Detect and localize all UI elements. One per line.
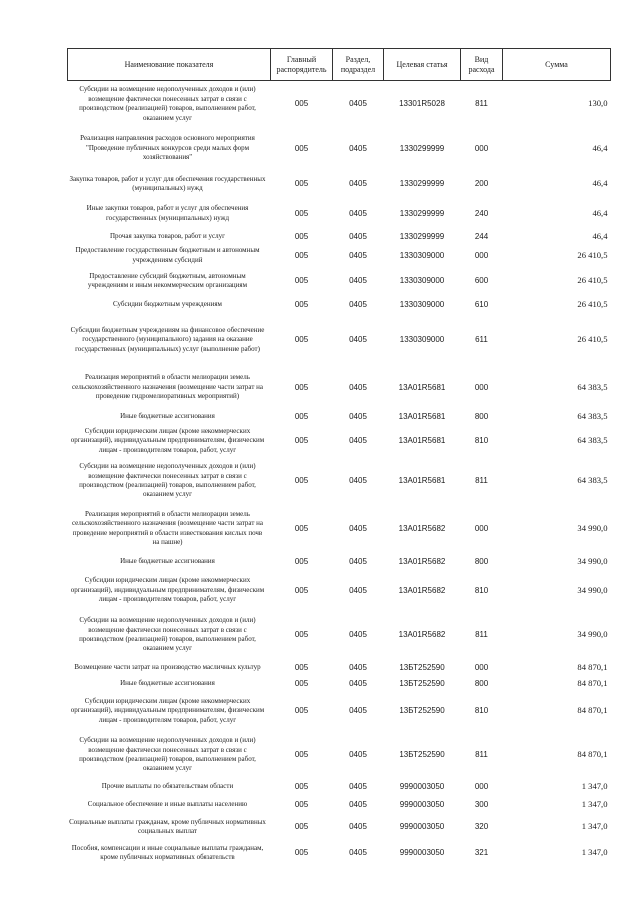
row-amount: 1 347,0 (581, 798, 608, 809)
row-target-article: 9990003050 (399, 822, 445, 832)
table-row (68, 660, 611, 676)
row-name: Субсидии на возмещение недополученных доходов и (или) возмещение фактически понесенных затрат в связи с производством (реализацией) товаров, выполнением работ, оказанием услуг (79, 616, 256, 653)
header-name: Наименование показателя (68, 49, 271, 81)
row-main-manager: 005 (294, 99, 309, 109)
row-main-manager: 005 (294, 799, 309, 809)
row-section: 0405 (349, 208, 367, 218)
row-expense-type: 610 (474, 300, 489, 310)
row-main-manager: 005 (294, 250, 309, 260)
row-section: 0405 (349, 556, 367, 566)
row-amount: 1 347,0 (581, 821, 608, 832)
table-row (68, 366, 611, 410)
row-section: 0405 (349, 848, 367, 858)
table-row (68, 505, 611, 553)
table-row (68, 128, 611, 170)
table-row (68, 840, 611, 867)
row-section: 0405 (349, 335, 367, 345)
row-section: 0405 (349, 822, 367, 832)
header-main-manager: Главный распорядитель (271, 49, 333, 81)
table-row (68, 410, 611, 425)
row-expense-type: 800 (474, 678, 489, 688)
row-expense-type: 000 (474, 662, 489, 672)
row-name: Субсидии на возмещение недополученных доходов и (или) возмещение фактически понесенных затрат в связи с производством (реализацией) товаров, выполнением работ, оказанием услуг (79, 85, 256, 122)
row-expense-type: 244 (474, 231, 489, 241)
table-row (68, 815, 611, 840)
row-name: Прочая закупка товаров, работ и услуг (110, 231, 225, 240)
row-section: 0405 (349, 436, 367, 446)
row-target-article: 13БТ252590 (399, 750, 445, 760)
header-target-article: Целевая статья (384, 49, 461, 81)
row-target-article: 13А01R5681 (398, 476, 446, 486)
row-name: Реализация направления расходов основного мероприятия "Проведение публичных конкурсов среди малых форм хозяйствования" (80, 134, 255, 162)
row-expense-type: 240 (474, 208, 489, 218)
row-expense-type: 811 (475, 630, 488, 640)
table-row (68, 692, 611, 731)
row-name: Иные бюджетные ассигнования (120, 678, 215, 687)
row-expense-type: 000 (474, 382, 489, 392)
row-section: 0405 (349, 250, 367, 260)
table-row (68, 296, 611, 315)
row-target-article: 1330299999 (399, 143, 445, 153)
row-name: Реализация мероприятий в области мелиорации земель сельскохозяйственного назначения (возмещение части затрат на проведение мероприятий в области известкования кислых почв на пашне) (71, 509, 264, 546)
row-target-article: 13А01R5682 (398, 585, 446, 595)
row-section: 0405 (349, 782, 367, 792)
row-amount: 64 383,5 (577, 435, 608, 446)
row-section: 0405 (349, 99, 367, 109)
row-amount: 46,4 (592, 230, 608, 241)
row-section: 0405 (349, 678, 367, 688)
row-main-manager: 005 (294, 231, 309, 241)
row-section: 0405 (349, 630, 367, 640)
row-section: 0405 (349, 382, 367, 392)
row-name: Субсидии бюджетным учреждениям на финансовое обеспечение государственного (муниципального) задания на оказание государственных (муниципальных) услуг (выполнение работ) (70, 325, 265, 353)
row-main-manager: 005 (294, 276, 309, 286)
row-amount: 26 410,5 (577, 249, 608, 260)
row-name: Иные закупки товаров, работ и услуг для обеспечения государственных (муниципальных) нужд (86, 204, 249, 222)
row-expense-type: 811 (475, 750, 488, 760)
row-section: 0405 (349, 523, 367, 533)
row-section: 0405 (349, 585, 367, 595)
table-row (68, 780, 611, 795)
row-expense-type: 810 (474, 585, 489, 595)
row-name: Субсидии на возмещение недополученных доходов и (или) возмещение фактически понесенных затрат в связи с производством (реализацией) товаров, выполнением работ, оказанием услуг (79, 462, 256, 499)
row-target-article: 1330309000 (399, 276, 445, 286)
row-amount: 1 347,0 (581, 847, 608, 858)
row-target-article: 13301R5028 (399, 99, 445, 109)
row-expense-type: 320 (474, 822, 489, 832)
row-main-manager: 005 (294, 143, 309, 153)
row-main-manager: 005 (294, 678, 309, 688)
row-expense-type: 000 (474, 250, 489, 260)
row-target-article: 1330309000 (399, 250, 445, 260)
row-main-manager: 005 (294, 782, 309, 792)
row-main-manager: 005 (294, 476, 309, 486)
row-amount: 46,4 (592, 207, 608, 218)
row-main-manager: 005 (294, 822, 309, 832)
row-name: Пособия, компенсации и иные социальные выплаты гражданам, кроме публичных нормативных обязательств (71, 843, 264, 861)
table-body (68, 81, 611, 867)
table-row (68, 425, 611, 458)
row-amount: 26 410,5 (577, 275, 608, 286)
row-target-article: 13БТ252590 (399, 678, 445, 688)
row-expense-type: 321 (474, 848, 489, 858)
row-amount: 26 410,5 (577, 299, 608, 310)
row-main-manager: 005 (294, 630, 309, 640)
row-amount: 130,0 (588, 98, 608, 109)
row-expense-type: 000 (474, 782, 489, 792)
row-expense-type: 300 (474, 799, 489, 809)
row-section: 0405 (349, 799, 367, 809)
row-main-manager: 005 (294, 556, 309, 566)
table-row (68, 170, 611, 199)
row-main-manager: 005 (294, 382, 309, 392)
row-target-article: 13А01R5682 (398, 556, 446, 566)
table-row (68, 229, 611, 245)
row-expense-type: 800 (474, 556, 489, 566)
row-expense-type: 000 (474, 523, 489, 533)
table-row (68, 458, 611, 505)
header-amount: Сумма (503, 49, 611, 81)
row-section: 0405 (349, 300, 367, 310)
row-main-manager: 005 (294, 523, 309, 533)
row-target-article: 1330299999 (399, 179, 445, 189)
row-amount: 1 347,0 (581, 781, 608, 792)
row-expense-type: 611 (475, 335, 488, 345)
row-name: Закупка товаров, работ и услуг для обеспечения государственных (муниципальных) нужд (69, 174, 266, 192)
row-main-manager: 005 (294, 412, 309, 422)
row-expense-type: 000 (474, 143, 489, 153)
row-name: Предоставление субсидий бюджетным, автономным учреждениям и иным некоммерческим организациям (87, 271, 248, 289)
header-section: Раздел, подраздел (333, 49, 384, 81)
row-amount: 46,4 (592, 178, 608, 189)
row-expense-type: 811 (475, 99, 488, 109)
row-amount: 34 990,0 (577, 584, 608, 595)
row-amount: 34 990,0 (577, 522, 608, 533)
row-section: 0405 (349, 179, 367, 189)
header-expense-type: Вид расхода (461, 49, 503, 81)
row-main-manager: 005 (294, 300, 309, 310)
row-name: Иные бюджетные ассигнования (120, 556, 215, 565)
row-main-manager: 005 (294, 662, 309, 672)
row-main-manager: 005 (294, 706, 309, 716)
row-amount: 34 990,0 (577, 629, 608, 640)
row-section: 0405 (349, 476, 367, 486)
row-target-article: 13А01R5682 (398, 523, 446, 533)
table-row (68, 676, 611, 692)
row-target-article: 1330299999 (399, 208, 445, 218)
row-name: Субсидии юридическим лицам (кроме некоммерческих организаций), индивидуальным предпринимателям, физическим лицам - производителям товаров, работ, услуг (70, 576, 265, 604)
row-name: Реализация мероприятий в области мелиорации земель сельскохозяйственного назначения (возмещение части затрат на проведение гидромелиоративных мероприятий) (71, 373, 264, 401)
row-section: 0405 (349, 750, 367, 760)
row-name: Субсидии юридическим лицам (кроме некоммерческих организаций), индивидуальным предпринимателям, физическим лицам - производителям товаров, работ, услуг (70, 426, 265, 454)
row-target-article: 1330299999 (399, 231, 445, 241)
row-amount: 84 870,1 (577, 705, 608, 716)
row-amount: 26 410,5 (577, 334, 608, 345)
table-row (68, 315, 611, 366)
row-name: Предоставление государственным бюджетным и автономным учреждениям субсидий (75, 246, 260, 264)
row-amount: 64 383,5 (577, 381, 608, 392)
row-name: Иные бюджетные ассигнования (120, 412, 215, 421)
row-target-article: 13БТ252590 (399, 706, 445, 716)
row-target-article: 9990003050 (399, 782, 445, 792)
row-expense-type: 200 (474, 179, 489, 189)
row-main-manager: 005 (294, 208, 309, 218)
budget-table (67, 48, 611, 867)
row-section: 0405 (349, 706, 367, 716)
row-target-article: 13А01R5682 (398, 630, 446, 640)
row-main-manager: 005 (294, 335, 309, 345)
row-amount: 64 383,5 (577, 411, 608, 422)
row-main-manager: 005 (294, 848, 309, 858)
table-row (68, 571, 611, 611)
row-target-article: 9990003050 (399, 799, 445, 809)
row-main-manager: 005 (294, 750, 309, 760)
row-amount: 84 870,1 (577, 749, 608, 760)
row-amount: 46,4 (592, 142, 608, 153)
row-name: Социальное обеспечение и иные выплаты населению (87, 799, 248, 808)
table-row (68, 611, 611, 660)
table-row (68, 795, 611, 815)
table-row (68, 267, 611, 296)
row-expense-type: 600 (474, 276, 489, 286)
row-target-article: 13А01R5681 (398, 436, 446, 446)
row-target-article: 13БТ252590 (399, 662, 445, 672)
row-target-article: 1330309000 (399, 300, 445, 310)
row-name: Возмещение части затрат на производство масличных культур (74, 662, 261, 671)
row-name: Прочие выплаты по обязательствам области (101, 782, 234, 791)
row-name: Субсидии юридическим лицам (кроме некоммерческих организаций), индивидуальным предпринимателям, физическим лицам - производителям товаров, работ, услуг (70, 696, 265, 724)
row-name: Субсидии на возмещение недополученных доходов и (или) возмещение фактически понесенных затрат в связи с производством (реализацией) товаров, выполнением работ, оказанием услуг (79, 736, 256, 773)
row-name: Субсидии бюджетным учреждениям (113, 300, 222, 309)
table-row (68, 81, 611, 128)
row-target-article: 13А01R5681 (398, 412, 446, 422)
table-row (68, 245, 611, 267)
row-main-manager: 005 (294, 585, 309, 595)
row-target-article: 13А01R5681 (398, 382, 446, 392)
row-expense-type: 811 (475, 476, 488, 486)
row-name: Социальные выплаты гражданам, кроме публичных нормативных социальных выплат (69, 817, 266, 835)
row-amount: 64 383,5 (577, 475, 608, 486)
row-target-article: 9990003050 (399, 848, 445, 858)
table-row (68, 553, 611, 571)
row-main-manager: 005 (294, 436, 309, 446)
row-target-article: 1330309000 (399, 335, 445, 345)
row-section: 0405 (349, 276, 367, 286)
row-section: 0405 (349, 231, 367, 241)
row-amount: 84 870,1 (577, 677, 608, 688)
row-amount: 84 870,1 (577, 661, 608, 672)
table-row (68, 199, 611, 229)
row-section: 0405 (349, 412, 367, 422)
table-header (68, 49, 611, 81)
row-amount: 34 990,0 (577, 555, 608, 566)
row-expense-type: 810 (474, 706, 489, 716)
row-section: 0405 (349, 143, 367, 153)
table-row (68, 731, 611, 780)
row-main-manager: 005 (294, 179, 309, 189)
row-expense-type: 800 (474, 412, 489, 422)
row-section: 0405 (349, 662, 367, 672)
row-expense-type: 810 (474, 436, 489, 446)
